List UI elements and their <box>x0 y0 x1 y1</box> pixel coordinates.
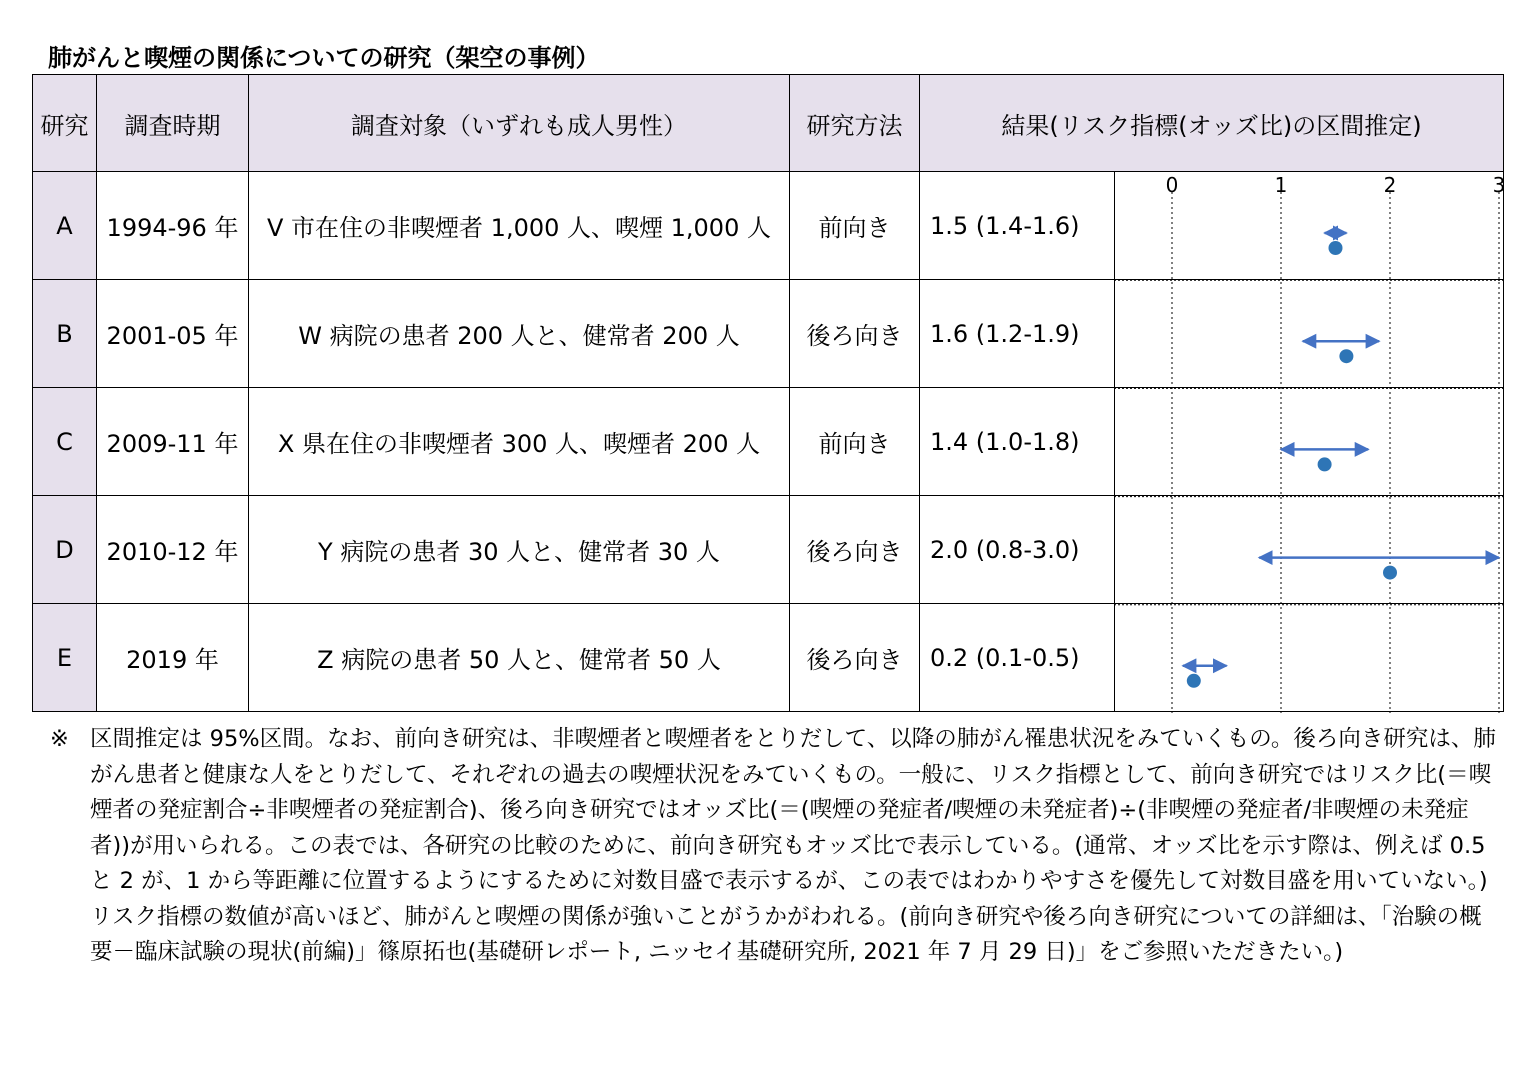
cell-period: 1994-96 年 <box>97 172 249 280</box>
table-row <box>33 172 1504 280</box>
cell-plot <box>1115 280 1504 388</box>
cell-study: D <box>33 496 97 604</box>
header-study: 研究 <box>33 75 97 172</box>
cell-subjects: Z 病院の患者 50 人と、健常者 50 人 <box>249 604 790 712</box>
header-period: 調査時期 <box>97 75 249 172</box>
cell-plot <box>1115 172 1504 280</box>
cell-period: 2019 年 <box>97 604 249 712</box>
cell-result: 1.5 (1.4-1.6) <box>920 172 1115 280</box>
cell-method: 後ろ向き <box>790 496 920 604</box>
table-row <box>33 280 1504 388</box>
cell-method: 後ろ向き <box>790 604 920 712</box>
tick-label: 2 <box>1383 173 1397 197</box>
header-result: 結果(リスク指標(オッズ比)の区間推定) <box>920 75 1504 172</box>
tick-label: 0 <box>1165 173 1179 197</box>
study-table <box>32 74 1504 712</box>
page-title: 肺がんと喫煙の関係についての研究（架空の事例） <box>48 44 600 72</box>
cell-study: E <box>33 604 97 712</box>
cell-subjects: Y 病院の患者 30 人と、健常者 30 人 <box>249 496 790 604</box>
cell-result: 2.0 (0.8-3.0) <box>920 496 1115 604</box>
cell-plot <box>1115 388 1504 496</box>
tick-label: 1 <box>1274 173 1288 197</box>
cell-study: B <box>33 280 97 388</box>
cell-result: 0.2 (0.1-0.5) <box>920 604 1115 712</box>
note-mark: ※ <box>50 726 69 752</box>
header-subjects: 調査対象（いずれも成人男性） <box>249 75 790 172</box>
cell-result: 1.4 (1.0-1.8) <box>920 388 1115 496</box>
table-row <box>33 604 1504 712</box>
cell-study: C <box>33 388 97 496</box>
cell-subjects: X 県在住の非喫煙者 300 人、喫煙者 200 人 <box>249 388 790 496</box>
footnote <box>50 722 1500 971</box>
table-header-row <box>33 75 1504 172</box>
tick-label: 3 <box>1492 173 1506 197</box>
header-method: 研究方法 <box>790 75 920 172</box>
table-row <box>33 388 1504 496</box>
cell-plot <box>1115 496 1504 604</box>
cell-result: 1.6 (1.2-1.9) <box>920 280 1115 388</box>
cell-subjects: W 病院の患者 200 人と、健常者 200 人 <box>249 280 790 388</box>
cell-plot <box>1115 604 1504 712</box>
cell-method: 後ろ向き <box>790 280 920 388</box>
cell-period: 2001-05 年 <box>97 280 249 388</box>
cell-period: 2009-11 年 <box>97 388 249 496</box>
cell-study: A <box>33 172 97 280</box>
cell-method: 前向き <box>790 388 920 496</box>
cell-subjects: V 市在住の非喫煙者 1,000 人、喫煙 1,000 人 <box>249 172 790 280</box>
cell-period: 2010-12 年 <box>97 496 249 604</box>
note-text: 区間推定は 95%区間。なお、前向き研究は、非喫煙者と喫煙者をとりだして、以降の肺がん罹患状況をみていくもの。後ろ向き研究は、肺がん患者と健康な人をとりだして、それぞれの過去の喫煙状況をみていくもの。一般に、リスク指標として、前向き研究ではリスク比(＝喫煙者の発症割合÷非喫煙者の発症割合)、後ろ向き研究ではオッズ比(＝(喫煙の発症者/喫煙の未発症者)÷(非喫煙の発症者/非喫煙の未発症者))が用いられる。この表では、各研究の比較のために、前向き研究もオッズ比で表示している。(通常、オッズ比を示す際は、例えば 0.5 と 2 が、1 から等距離に位置するようにするために対数目盛で表示するが、この表ではわかりやすさを優先して対数目盛を用いていない。)リスク指標の数値が高いほど、肺がんと喫煙の関係が強いことがうかがわれる。(前向き研究や後ろ向き研究についての詳細は、「治験の概要－臨床試験の現状(前編)」篠原拓也(基礎研レポート, ニッセイ基礎研究所, 2021 年 7 月 29 日)」をご参照いただきたい。) <box>90 726 1496 965</box>
table-row <box>33 496 1504 604</box>
cell-method: 前向き <box>790 172 920 280</box>
